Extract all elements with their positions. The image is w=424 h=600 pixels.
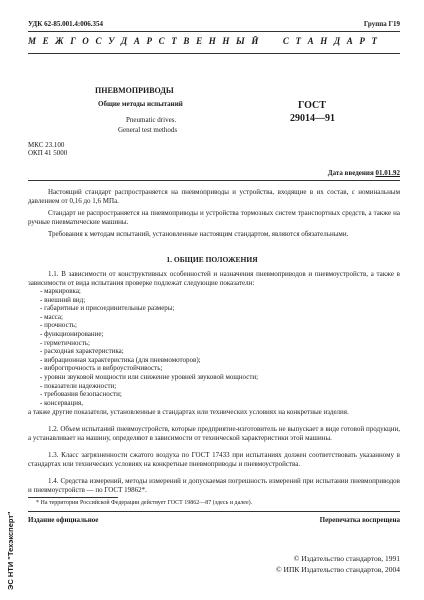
list-item: - внешний вид; [40,295,86,304]
list-item: - расходная характеристика; [40,347,124,356]
group-code: Группа Г19 [363,20,400,28]
english-title-line1: Pneumatic drives. [126,116,177,124]
clause-1-2: 1.2. Объем испытаний пневмоустройств, которые предприятие-изготовитель не выпускает в виде готовой продукции, а устанавливает на машину, определяют в зависимости от технической характеристики этой машины. [28,425,400,442]
list-item: - показатели надежности; [40,381,117,390]
list-item: - маркировка; [40,287,81,295]
intro-paragraph-1: Настоящий стандарт распространяется на пневмоприводы и устройства, входящие в их состав, с номинальным давлением от 0,16 до 1,6 МПа. [28,188,400,205]
gost-number: 29014—91 [290,113,335,124]
list-item: - требования безопасности; [40,390,122,399]
english-title-line2: General test methods [118,126,178,134]
header-rule-bottom [28,53,400,54]
header-rule-top [28,31,400,32]
official-edition: Издание официальное [28,516,99,524]
list-item: - масса; [40,312,63,321]
indicator-list [28,287,400,407]
reprint-prohibited: Перепечатка воспрещена [319,516,400,524]
udk-code: УДК 62-85.001.4:006.354 [28,20,103,28]
mks-code: МКС 23.100 [28,141,65,149]
introduction-date [328,169,400,177]
introduction-date-label: Дата введения [327,169,374,177]
footnote: * На территории Российской Федерации действует ГОСТ 19862—87 (здесь и далее). [36,500,253,506]
okp-code: ОКП 41 5000 [28,149,68,157]
list-item: - функционирование; [40,329,104,338]
clause-1-1-continued: а также другие показатели, установленные в стандартах или технических условиях на конкретные изделия. [28,408,349,416]
intro-paragraph-3: Требования к методам испытаний, установленные настоящим стандартом, являются обязательными. [48,230,349,238]
list-item: - уровни звуковой мощности или снижение уровней звуковой мощности; [40,372,259,381]
list-item: - габаритные и присоединительные размеры; [40,304,175,313]
clause-1-4: 1.4. Средства измерений, методы измерений и допускаемая погрешность измерений при испытании пневмоприводов и пневмоустройств — по ГОСТ 19862*. [28,477,400,494]
footnote-rule [28,497,118,498]
side-stamp: ЭС НТИ "Техэксперт" [6,511,15,590]
list-item: - прочность; [40,321,77,330]
footer-rule [28,511,400,512]
gost-label: ГОСТ [298,100,326,111]
clause-1-3: 1.3. Класс загрязненности сжатого воздуха по ГОСТ 17433 при испытаниях должен соответствовать указанному в стандартах или технических условиях на конкретные пневмоприводы и пневмоустройства. [28,451,400,468]
section-divider [28,180,400,181]
section-heading: 1. ОБЩИЕ ПОЛОЖЕНИЯ [166,255,258,264]
list-item: - консервация, [40,398,83,407]
list-item: - вибрационная характеристика (для пневмомоторов); [40,355,201,364]
copyright-1991: © Издательство стандартов, 1991 [293,554,400,563]
introduction-date-value: 01.01.92 [375,169,400,177]
list-item: - виброгпрочность и виброустойчивость; [40,364,163,373]
clause-1-1: 1.1. В зависимости от конструктивных особенностей и назначения пневмоприводов и пневмоустройств, а также в зависимости от вида испытания проверке подлежат следующие показатели: [28,270,400,287]
list-item: - герметичность; [40,338,90,347]
document-subtitle: Общие методы испытаний [98,100,183,108]
intro-paragraph-2: Стандарт не распространяется на пневмоприводы и устройства тормозных систем транспортных средств, а также на ручные пневматические машины. [28,209,400,226]
copyright-2004: © ИПК Издательство стандартов, 2004 [275,565,400,574]
standard-banner: М Е Ж Г О С У Д А Р С Т В Е Н Н Ы Й С Т А Н Д А Р Т [28,36,380,46]
document-title: ПНЕВМОПРИВОДЫ [95,86,174,95]
